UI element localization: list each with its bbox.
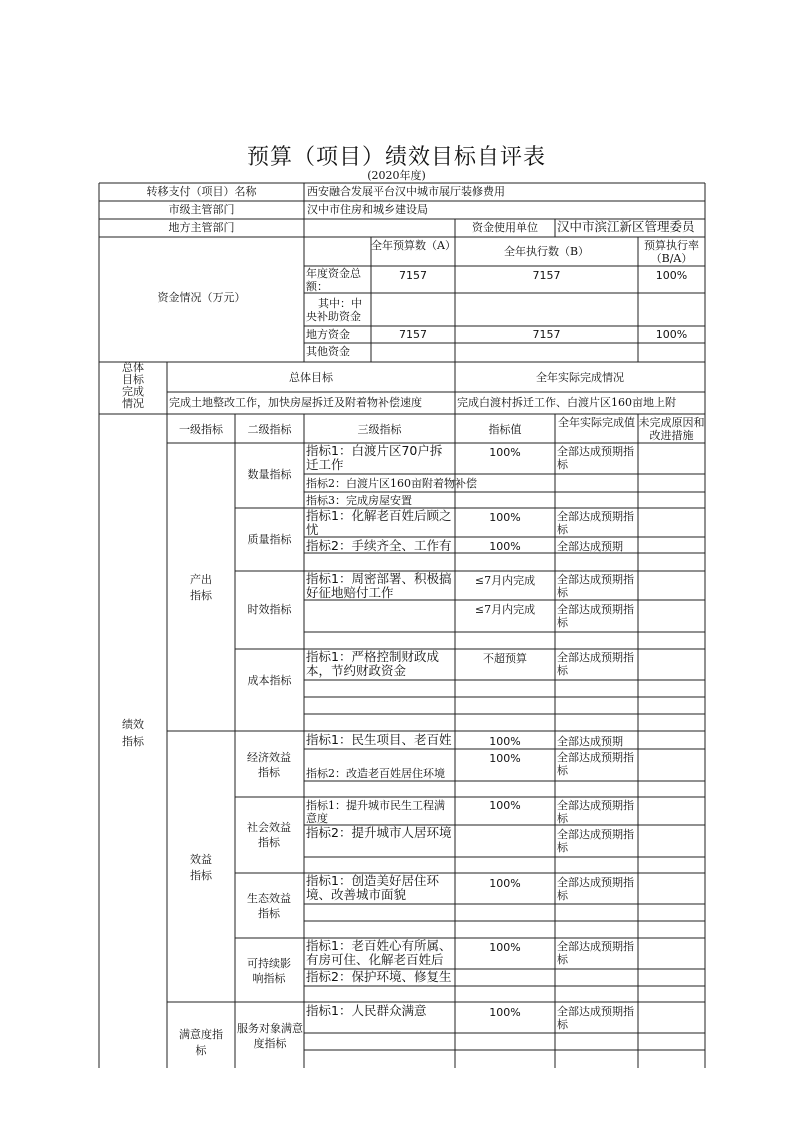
header-level2: 二级指标 xyxy=(247,423,292,436)
group-economic: 经济效益指标 xyxy=(247,751,291,779)
fund-row-other-label: 其他资金 xyxy=(306,345,350,358)
actual-col-header: 全年实际完成情况 xyxy=(536,371,624,384)
item-ql1-name: 指标1：化解老百姓后顾之忧 xyxy=(306,508,452,537)
header-level1: 一级指标 xyxy=(179,423,223,436)
group-quality: 质量指标 xyxy=(247,533,292,546)
item-m1-value: 100% xyxy=(489,1006,521,1019)
item-g1-value: 100% xyxy=(489,877,521,890)
item-s1-actual: 全部达成预期指标 xyxy=(557,799,634,825)
group-sustainable: 可持续影响指标 xyxy=(247,957,291,985)
fund-unit-value: 汉中市滨江新区管理委员 xyxy=(557,219,695,234)
page-title: 预算（项目）绩效目标自评表 xyxy=(246,145,546,170)
item-g1-actual: 全部达成预期指标 xyxy=(557,876,634,902)
item-e2-name: 指标2：改造老百姓居住环境 xyxy=(306,767,445,780)
item-s2-actual: 全部达成预期指标 xyxy=(557,828,634,854)
item-q2-name: 指标2：白渡片区160亩附着物补偿 xyxy=(306,477,477,490)
item-t1-name: 指标1：周密部署、积极搞好征地赔付工作 xyxy=(306,571,452,600)
item-ql1-actual: 全部达成预期指标 xyxy=(557,510,634,536)
group-cost: 成本指标 xyxy=(247,674,292,687)
item-m1-name: 指标1：人民群众满意 xyxy=(306,1003,427,1018)
item-q1-actual: 全部达成预期指标 xyxy=(557,445,634,471)
item-q1-name: 指标1：白渡片区70户拆迁工作 xyxy=(306,443,443,472)
page-subtitle: (2020年度) xyxy=(367,169,426,182)
goal-col-header: 总体目标 xyxy=(289,371,333,384)
fund-row-local-exec: 7157 xyxy=(532,328,561,341)
fund-row-local-budget: 7157 xyxy=(399,328,427,341)
item-p1-actual: 全部达成预期指标 xyxy=(557,940,634,966)
item-c1-value: 不超预算 xyxy=(483,652,527,665)
item-q3-name: 指标3：完成房屋安置 xyxy=(306,494,412,507)
item-e1-name: 指标1：民生项目、老百姓 xyxy=(306,732,452,747)
item-c1-actual: 全部达成预期指标 xyxy=(557,651,634,677)
header-actual: 全年实际完成值 xyxy=(558,416,635,429)
item-t1-actual: 全部达成预期指标 xyxy=(557,573,634,599)
actual-text: 完成白渡村拆迁工作、白渡片区160亩地上附 xyxy=(457,396,676,409)
item-p1-value: 100% xyxy=(489,941,521,954)
col-rate: 预算执行率（B/A） xyxy=(644,239,699,265)
fund-unit-label: 资金使用单位 xyxy=(472,221,538,234)
item-q1-value: 100% xyxy=(489,446,521,459)
item-e1-actual: 全部达成预期 xyxy=(557,735,623,748)
col-exec: 全年执行数（B） xyxy=(503,245,590,258)
item-e2-actual: 全部达成预期指标 xyxy=(557,751,634,777)
funds-label: 资金情况（万元） xyxy=(157,291,246,304)
fund-row-local-rate: 100% xyxy=(655,328,688,341)
item-e1-value: 100% xyxy=(489,735,521,748)
item-s1-name: 指标1：提升城市民生工程满意度 xyxy=(306,799,445,825)
group-service: 服务对象满意度指标 xyxy=(237,1022,303,1050)
group-timeliness: 时效指标 xyxy=(247,603,292,616)
item-p1-name: 指标1：老百姓心有所属、有房可住、化解老百姓后 xyxy=(306,938,452,967)
item-t2-value: ≤7月内完成 xyxy=(474,603,536,616)
item-p2-name: 指标2：保护环境、修复生 xyxy=(306,969,452,984)
fund-row-local-label: 地方资金 xyxy=(306,328,350,341)
header-reason: 未完成原因和改进措施 xyxy=(638,416,705,442)
item-e2-value: 100% xyxy=(489,752,521,765)
satisfaction-label: 满意度指标 xyxy=(179,1028,223,1057)
item-ql1-value: 100% xyxy=(489,511,521,524)
col-budget: 全年预算数（A） xyxy=(371,239,456,252)
item-ql2-value: 100% xyxy=(489,540,521,553)
group-ecological: 生态效益指标 xyxy=(247,892,291,920)
item-ql2-name: 指标2：手续齐全、工作有 xyxy=(306,538,452,553)
perf-section-label: 绩效指标 xyxy=(122,718,144,748)
fund-row-central-label: 其中：中央补助资金 xyxy=(306,297,362,323)
city-dept-label: 市级主管部门 xyxy=(168,203,235,216)
item-t2-actual: 全部达成预期指标 xyxy=(557,603,634,629)
item-t1-value: ≤7月内完成 xyxy=(474,574,536,587)
fund-row-total-budget: 7157 xyxy=(399,269,427,282)
project-value: 西安融合发展平台汉中城市展厅装修费用 xyxy=(307,185,505,198)
fund-row-total-rate: 100% xyxy=(655,269,688,282)
project-label: 转移支付（项目）名称 xyxy=(146,185,257,198)
output-label: 产出指标 xyxy=(190,573,212,602)
item-s1-value: 100% xyxy=(489,799,521,812)
goal-text: 完成土地整改工作，加快房屋拆迁及附着物补偿速度 xyxy=(169,396,422,409)
group-quantity: 数量指标 xyxy=(247,468,292,481)
header-value: 指标值 xyxy=(488,423,522,436)
item-s2-name: 指标2：提升城市人居环境 xyxy=(306,825,452,840)
benefit-label: 效益指标 xyxy=(190,853,212,882)
local-dept-label: 地方主管部门 xyxy=(168,221,235,234)
fund-row-total-exec: 7157 xyxy=(532,269,561,282)
item-ql2-actual: 全部达成预期 xyxy=(557,540,623,553)
group-social: 社会效益指标 xyxy=(247,821,291,849)
item-g1-name: 指标1：创造美好居住环境、改善城市面貌 xyxy=(306,873,439,902)
city-dept-value: 汉中市住房和城乡建设局 xyxy=(307,203,428,216)
item-c1-name: 指标1：严格控制财政成本，节约财政资金 xyxy=(306,649,439,678)
item-m1-actual: 全部达成预期指标 xyxy=(557,1005,634,1031)
header-level3: 三级指标 xyxy=(357,423,402,436)
goal-section-label: 总体目标完成情况 xyxy=(122,361,144,410)
fund-row-total-label: 年度资金总额： xyxy=(306,267,361,293)
